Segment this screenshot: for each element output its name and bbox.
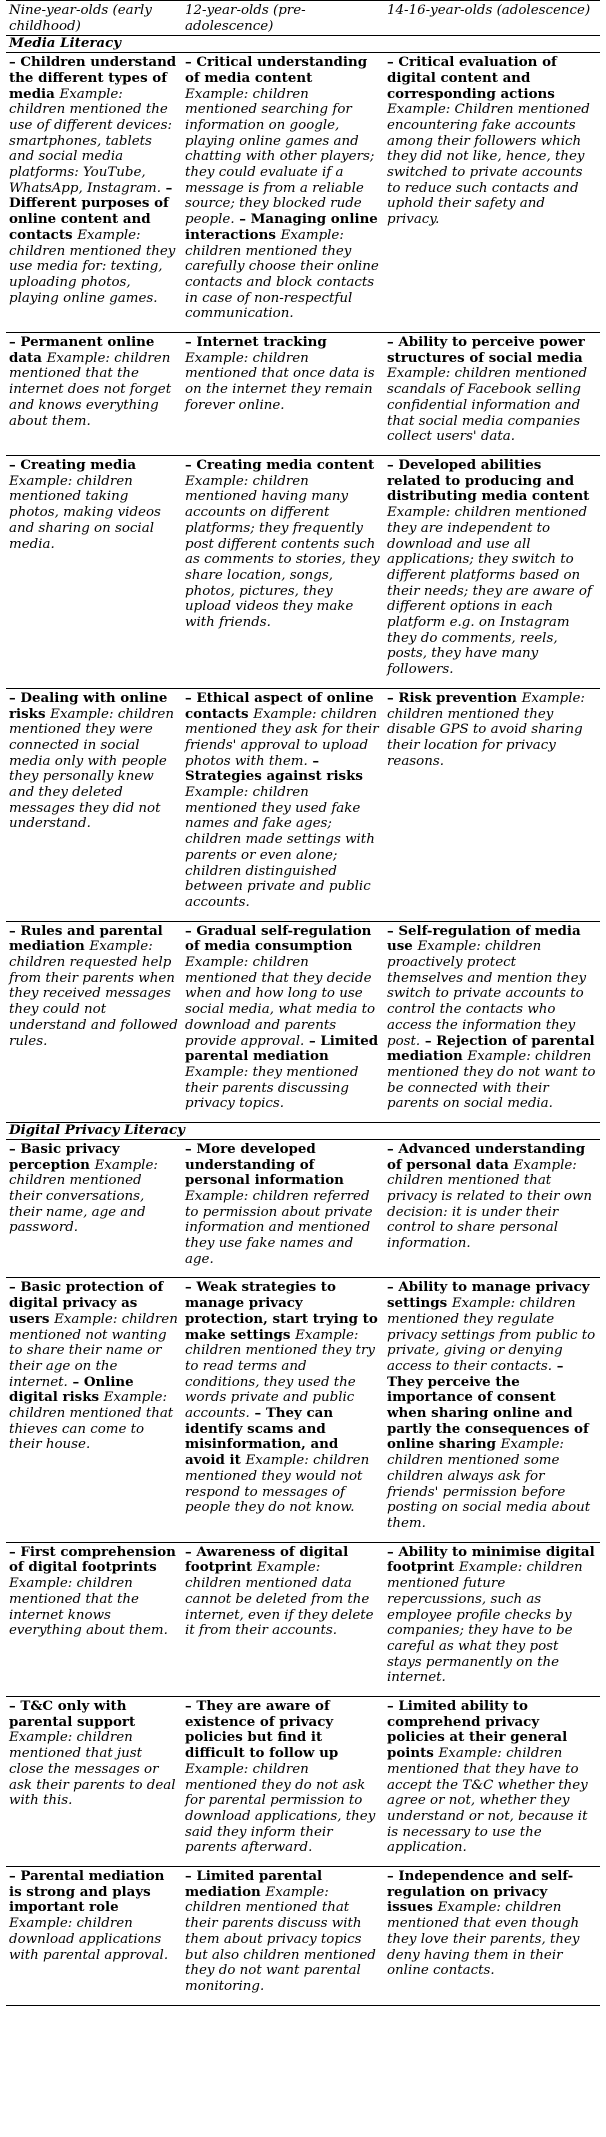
- competence-label: – Permanent online data: [9, 334, 155, 366]
- example-text: Example: children mentioned they are independent to download and use all applications; they switch to different platforms based on their needs; they are aware of different options in each platform e.g. on Instagram they do comments, reels, posts, they have many followers.: [387, 505, 592, 678]
- example-text: Example: children proactively protect themselves and mention they switch to private accounts to control the contacts who access the information they post.: [387, 939, 587, 1049]
- table-row: [6, 1542, 600, 1696]
- example-text: Example: children mentioned that the internet does not forget and knows everything about them.: [9, 350, 172, 429]
- cell-12-year-olds: [182, 1139, 384, 1278]
- competence-label: – Critical evaluation of digital content and corresponding actions: [387, 54, 557, 102]
- competence-label: – T&C only with parental support: [9, 1698, 136, 1730]
- example-text: Example: children mentioned that they decide when and how long to use social media, what media to download and parents provide approval.: [185, 955, 376, 1049]
- competence-label: – Children understand the different types of media: [9, 54, 177, 102]
- cell-14-16-year-olds: [384, 1139, 600, 1278]
- cell-12-year-olds: [182, 53, 384, 333]
- competence-label: – Basic protection of digital privacy as users: [9, 1279, 164, 1327]
- cell-12-year-olds: [182, 1867, 384, 2006]
- competence-label: – Creating media: [9, 456, 137, 473]
- example-text: Example: children mentioned they carefully choose their online contacts and block contacts in case of non-respectful communication.: [185, 227, 379, 322]
- competence-label: – Limited parental mediation: [185, 1032, 379, 1065]
- example-text: Example: children mentioned that thieves can come to their house.: [9, 1390, 174, 1453]
- example-text: Example: children mentioned future repercussions, such as employee profile checks by companies; they have to be careful as what they post stays permanently on the internet.: [387, 1560, 583, 1686]
- cell-12-year-olds: [182, 333, 384, 456]
- cell-12-year-olds: [182, 455, 384, 688]
- competence-label: – Awareness of digital footprint: [185, 1543, 349, 1576]
- table-row: [6, 53, 600, 333]
- cell-12-year-olds: [182, 688, 384, 921]
- example-text: Example: children mentioned that the internet knows everything about them.: [9, 1576, 168, 1639]
- cell-14-16-year-olds: [384, 1542, 600, 1696]
- example-text: Example: children mentioned not wanting to share their name or their age on the internet.: [9, 1311, 178, 1390]
- section-row: [6, 36, 600, 53]
- cell-14-16-year-olds: [384, 1867, 600, 2006]
- example-text: Example: children referred to permission about private information and mentioned they use fake names and age.: [185, 1188, 373, 1267]
- cell-14-16-year-olds: [384, 1278, 600, 1542]
- competence-label: – Ethical aspect of online contacts: [185, 689, 374, 722]
- cell-14-16-year-olds: [384, 1697, 600, 1867]
- cell-nine-year-olds: [6, 1867, 182, 2006]
- example-text: Example: children mentioned scandals of Facebook selling confidential information and that social media companies collect users' data.: [387, 366, 588, 445]
- literacy-table: [6, 0, 600, 2006]
- cell-14-16-year-olds: [384, 688, 600, 921]
- example-text: Example: children mentioned having many accounts on different platforms; they frequently post different contents such as comments to stories, they share location, songs, photos, pictures, they upload videos they make with friends.: [185, 473, 380, 631]
- competence-label: – Critical understanding of media content: [185, 54, 368, 86]
- table-row: [6, 1867, 600, 2006]
- example-text: Example: children requested help from their parents when they received messages they could not understand and followed rules.: [9, 939, 178, 1049]
- example-text: Example: children mentioned that once data is on the internet they remain forever online.: [185, 350, 375, 413]
- section-row: [6, 1123, 600, 1140]
- competence-label: – They are aware of existence of privacy policies but find it difficult to follow up: [185, 1698, 339, 1762]
- example-text: Example: children mentioned they do not ask for parental permission to download applications, they said they inform their parents afterward.: [185, 1761, 376, 1856]
- competence-label: – Ability to manage privacy settings: [387, 1279, 590, 1312]
- competence-label: – Basic privacy perception: [9, 1140, 120, 1173]
- table-row: [6, 921, 600, 1122]
- competence-label: – They perceive the importance of consent when sharing online and partly the consequences of online sharing: [387, 1357, 589, 1453]
- example-text: Example: children mentioned the use of different devices: smartphones, tablets and social media platforms: YouTube, WhatsApp, Instagram.: [9, 86, 172, 196]
- example-text: Example: they mentioned their parents discussing privacy topics.: [185, 1065, 359, 1112]
- competence-label: – Managing online interactions: [185, 211, 378, 243]
- competence-label: – Developed abilities related to producing and distributing media content: [387, 456, 590, 505]
- competence-label: – Ability to perceive power structures of social media: [387, 334, 585, 366]
- cell-nine-year-olds: [6, 1697, 182, 1867]
- example-text: Example: children mentioned that just close the messages or ask their parents to deal with this.: [9, 1730, 176, 1809]
- competence-label: – Different purposes of online content and contacts: [9, 179, 173, 243]
- cell-14-16-year-olds: [384, 921, 600, 1122]
- table-row: [6, 688, 600, 921]
- competence-label: – They can identify scams and misinformation, and avoid it: [185, 1405, 339, 1469]
- cell-nine-year-olds: [6, 455, 182, 688]
- example-text: Example: children download applications with parental approval.: [9, 1916, 169, 1963]
- competence-label: – Advanced understanding of personal data: [387, 1140, 586, 1173]
- table-row: [6, 1697, 600, 1867]
- competence-label: – First comprehension of digital footprints: [9, 1543, 176, 1576]
- cell-12-year-olds: [182, 1542, 384, 1696]
- competence-label: – Creating media content: [185, 456, 375, 473]
- cell-12-year-olds: [182, 1278, 384, 1542]
- competence-label: – Online digital risks: [9, 1373, 134, 1406]
- table-body: [6, 36, 600, 2005]
- competence-label: – Strategies against risks: [185, 752, 363, 785]
- cell-nine-year-olds: [6, 921, 182, 1122]
- example-text: Example: children mentioned they ask for their friends' approval to upload photos with them.: [185, 706, 379, 769]
- example-text: Example: children mentioned they disable GPS to avoid sharing their location for privacy reasons.: [387, 690, 585, 769]
- example-text: Example: children mentioned they would not respond to messages of people they do not know.: [185, 1453, 370, 1516]
- cell-12-year-olds: [182, 921, 384, 1122]
- example-text: Example: children mentioned they try to read terms and conditions, they used the words private and public accounts.: [185, 1327, 375, 1422]
- competence-label: – Ability to minimise digital footprint: [387, 1543, 595, 1576]
- example-text: Example: children mentioned they do not want to be connected with their parents on social media.: [387, 1049, 596, 1112]
- cell-nine-year-olds: [6, 1139, 182, 1278]
- cell-14-16-year-olds: [384, 53, 600, 333]
- table-row: [6, 1139, 600, 1278]
- example-text: Example: Children mentioned encountering fake accounts among their followers which they did not like, hence, they switched to private accounts to reduce such contacts and uphold their safety and privacy.: [387, 102, 590, 228]
- example-text: Example: children mentioned that even though they love their parents, they deny having them in their online contacts.: [387, 1900, 580, 1979]
- competence-label: – Dealing with online risks: [9, 689, 168, 722]
- header-14-16-year-olds: 14-16-year-olds (adolescence): [384, 1, 600, 36]
- header-12-year-olds: 12-year-olds (pre-adolescence): [182, 1, 384, 36]
- cell-12-year-olds: [182, 1697, 384, 1867]
- header-row: [6, 1, 600, 36]
- example-text: Example: children mentioned their conversations, their name, age and password.: [9, 1157, 158, 1236]
- example-text: Example: children mentioned taking photos, making videos and sharing on social media.: [9, 473, 161, 552]
- competence-label: – Self-regulation of media use: [387, 922, 581, 955]
- cell-14-16-year-olds: [384, 455, 600, 688]
- cell-nine-year-olds: [6, 53, 182, 333]
- cell-nine-year-olds: [6, 1542, 182, 1696]
- section-title: Media Literacy: [6, 36, 600, 53]
- example-text: Example: children mentioned some children always ask for friends' permission before posting on social media about them.: [387, 1437, 591, 1531]
- competence-label: – Independence and self-regulation on privacy issues: [387, 1868, 574, 1916]
- example-text: Example: children mentioned that their parents discuss with them about privacy topics but also children mentioned they do not want parental monitoring.: [185, 1884, 376, 1994]
- example-text: Example: children mentioned they were connected in social media only with people they personally knew and they deleted messages they did not understand.: [9, 706, 174, 832]
- competence-label: – Limited ability to comprehend privacy policies at their general points: [387, 1698, 568, 1762]
- example-text: Example: children mentioned data cannot be deleted from the internet, even if they delete it from their accounts.: [185, 1560, 374, 1639]
- table-row: [6, 1278, 600, 1542]
- competence-label: – Rules and parental mediation: [9, 922, 163, 955]
- cell-nine-year-olds: [6, 688, 182, 921]
- example-text: Example: children mentioned searching for information on google, playing online games and chatting with other players; they could evaluate if a message is from a reliable source; they blocked rude people.: [185, 86, 375, 228]
- literacy-table-container: [6, 0, 600, 2006]
- example-text: Example: children mentioned they regulate privacy settings from public to private, giving or denying access to their contacts.: [387, 1296, 596, 1374]
- header-nine-year-olds: Nine-year-olds (early childhood): [6, 1, 182, 36]
- competence-label: – Risk prevention: [387, 689, 522, 706]
- example-text: Example: children mentioned they used fake names and fake ages; children made settings with parents or even alone; children distinguished between private and public accounts.: [185, 785, 375, 910]
- cell-nine-year-olds: [6, 1278, 182, 1542]
- example-text: Example: children mentioned that they have to accept the T&C whether they agree or not, whether they understand or not, because it is necessary to use the application.: [387, 1746, 588, 1856]
- table-row: [6, 455, 600, 688]
- table-row: [6, 333, 600, 456]
- competence-label: – Weak strategies to manage privacy protection, start trying to make settings: [185, 1279, 378, 1343]
- example-text: Example: children mentioned that privacy is related to their own decision: it is under their control to share personal information.: [387, 1157, 592, 1252]
- competence-label: – Gradual self-regulation of media consumption: [185, 922, 372, 955]
- section-title: Digital Privacy Literacy: [6, 1123, 600, 1140]
- cell-nine-year-olds: [6, 333, 182, 456]
- cell-14-16-year-olds: [384, 333, 600, 456]
- example-text: Example: children mentioned they use media for: texting, uploading photos, playing online games.: [9, 227, 176, 306]
- competence-label: – Internet tracking: [185, 334, 327, 351]
- competence-label: – Limited parental mediation: [185, 1868, 323, 1900]
- competence-label: – Rejection of parental mediation: [387, 1032, 595, 1065]
- competence-label: – More developed understanding of personal information: [185, 1140, 344, 1189]
- competence-label: – Parental mediation is strong and plays important role: [9, 1868, 165, 1916]
